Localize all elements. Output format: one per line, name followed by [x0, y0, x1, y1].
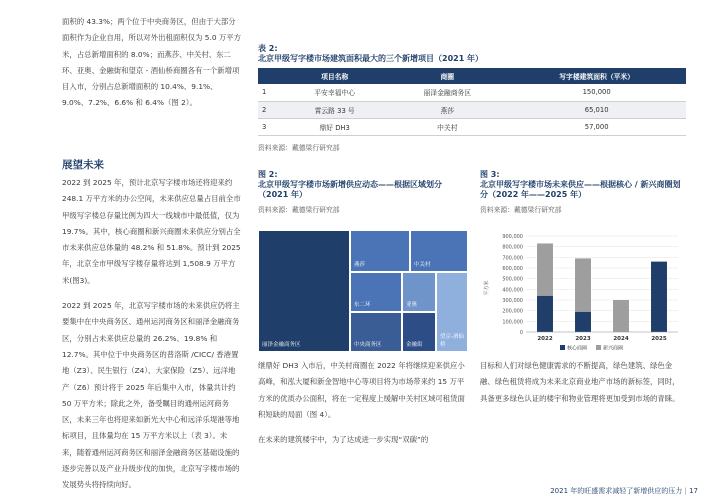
table-header-area: 写字楼建筑面积（平米）: [507, 68, 686, 84]
table-row: 1 平安幸福中心 丽泽金融商务区 150,000: [258, 84, 686, 101]
table-row: 3 鼎好 DH3 中关村 57,000: [258, 118, 686, 135]
table-row: 2 霄云路 33 号 燕莎 65,010: [258, 101, 686, 118]
table-header-index: [258, 68, 282, 84]
y-tick-label: 300,000: [502, 298, 523, 304]
para-intro: 面积的 43.3%；两个位于中央商务区，但由于大部分面积作为企业自用，所以对外出租面积仅为 5.0 万平方米，占总新增面积的 8.0%；而燕莎、中关村、东二环、亚奥、金融街和望京 - 酒仙桥商圈各有一个新增项目入市，分别占总新增面积的 10.4%、9.1%、9.0%、7.2%、6.6% 和 6.4%（图 2）。: [62, 17, 242, 108]
table2: [258, 44, 686, 152]
page-number: 17: [689, 487, 698, 495]
legend-label: 新兴商圈: [603, 345, 624, 352]
bar-emerging-2023: [575, 258, 591, 311]
table2-source: 资料来源：戴德梁行研究部: [258, 143, 340, 152]
section-title: 展望未来: [62, 159, 104, 171]
y-axis-label: 平方米: [484, 280, 490, 296]
treemap-cell-yansha: 燕莎: [350, 230, 410, 272]
para-1: 2022 到 2025 年，预计北京写字楼市场还将迎来约 248.1 万平方米的办公空间，未来供应总量占目前全市甲级写字楼总存量比例为四大一线城市中最低值，仅为 19.7%。其中，核心商圈和新兴商圈未来供应分别占全市未来供应总体量的 48.2% 和 51.8%。预计到 2025 年，北京全市甲级写字楼存量将达到 1,508.9 万平方米(图3)。: [62, 178, 241, 285]
figure2-title: 北京甲级写字楼市场新增供应动态——根据区域划分（2021 年）: [258, 180, 442, 199]
x-tick-label: 2025: [651, 336, 667, 342]
figure2-text-bottom: [258, 432, 468, 457]
y-tick-label: 0: [519, 330, 523, 336]
legend-swatch: [596, 345, 601, 350]
table2-label: 表 2:: [258, 44, 278, 53]
figure3-source: 资料来源：戴德梁行研究部: [480, 206, 562, 214]
footer-text: 2021 年的旺盛需求减轻了新增供应的压力: [550, 487, 683, 495]
treemap-cell-wangjing: 望京-酒仙桥: [436, 272, 468, 352]
figure2-label: 图 2:: [258, 170, 278, 179]
treemap-cell-lize: 丽泽金融商务区: [258, 230, 350, 352]
legend-swatch: [560, 345, 565, 350]
bar-emerging-2024: [613, 300, 629, 332]
treemap-cell-jinrongjie: 金融街: [402, 312, 436, 352]
bar-emerging-2022: [537, 243, 553, 295]
figure3: [480, 170, 686, 214]
left-column: [62, 14, 242, 121]
bar-core-2022: [537, 296, 553, 332]
treemap-cell-cbd: 中央商务区: [350, 312, 402, 352]
para-bottom: 在未来的建筑楼宇中，为了达成进一步实现“双碳”的: [258, 435, 429, 444]
y-tick-label: 500,000: [502, 276, 523, 283]
x-tick-label: 2022: [537, 336, 553, 342]
x-tick-label: 2023: [575, 336, 591, 342]
table2-grid: [258, 68, 686, 136]
figure3-title: 北京甲级写字楼市场未来供应——根据核心 / 新兴商圈划分（2022 年——2025 年）: [480, 180, 681, 199]
y-tick-label: 100,000: [502, 319, 523, 326]
figure3-text: [480, 358, 686, 416]
y-tick-label: 400,000: [502, 287, 523, 294]
x-tick-label: 2024: [613, 336, 629, 342]
figure3-chart: [480, 230, 686, 355]
treemap-cell-yaao: 亚奥: [402, 272, 436, 312]
y-tick-label: 700,000: [502, 255, 523, 262]
left-column-body: [62, 175, 242, 502]
legend-label: 核心商圈: [567, 345, 588, 352]
para-fig3: 目标和人们对绿色健康需求的不断提高，绿色建筑、绿色金融、绿色租赁将成为未来北京商业地产市场的新标签，同时，具备更多绿色认证的楼宇和物业管理将更加受到市场的青睐。: [480, 361, 680, 403]
bar-core-2023: [575, 312, 591, 332]
figure2: [258, 170, 468, 214]
para-fig2: 继鼎好 DH3 入市后，中关村商圈在 2022 年将继续迎来供应小高峰，和泓大厦和新金智地中心等项目将为市场带来约 15 万平方米的优质办公面积，将在一定程度上缓解中关村区域可租赁面积短缺的局面（图 4）。: [258, 361, 465, 419]
treemap: [258, 230, 468, 352]
y-tick-label: 600,000: [502, 266, 523, 272]
figure2-text: [258, 358, 468, 432]
figure2-source: 资料来源：戴德梁行研究部: [258, 206, 340, 214]
table-header-name: 项目名称: [282, 68, 387, 84]
y-tick-label: 200,000: [502, 308, 523, 315]
treemap-cell-zhongguancun: 中关村: [410, 230, 468, 272]
figure3-label: 图 3:: [480, 170, 500, 179]
table2-title: 北京甲级写字楼市场建筑面积最大的三个新增项目（2021 年）: [258, 54, 484, 63]
para-2: 2022 到 2025 年，北京写字楼市场的未来供应仍将主要集中在中央商务区、通州运河商务区和丽泽金融商务区，分别占未来供应总量的 26.2%、19.8% 和 12.7%。其中位于中央商务区的普洛斯 /CICC/ 香港置地（Z3）、民生银行（Z4）、大家保险（Z5）、远洋地产（Z6）预计将于 2025 年后集中入市，体量共计约 50 万平方米；除此之外，备受瞩目的通州运河商务区，未来三年也将迎来如新光大中心和远洋乐堤港等地标项目，且体量均在 15 万平方米以上（表 3）。未来，随着通州运河商务区和丽泽金融商务区基础设施的逐步完善以及产业升级步伐的加快，北京写字楼市场的发展势头将持续向好。: [62, 301, 240, 490]
footer: 2021 年的旺盛需求减轻了新增供应的压力 | 17: [550, 487, 698, 495]
y-tick-label: 900,000: [502, 234, 523, 240]
table-header-district: 商圈: [387, 68, 507, 84]
bar-core-2025: [651, 262, 667, 332]
y-tick-label: 800,000: [502, 244, 523, 251]
treemap-cell-dongerhuan: 东二环: [350, 272, 402, 312]
